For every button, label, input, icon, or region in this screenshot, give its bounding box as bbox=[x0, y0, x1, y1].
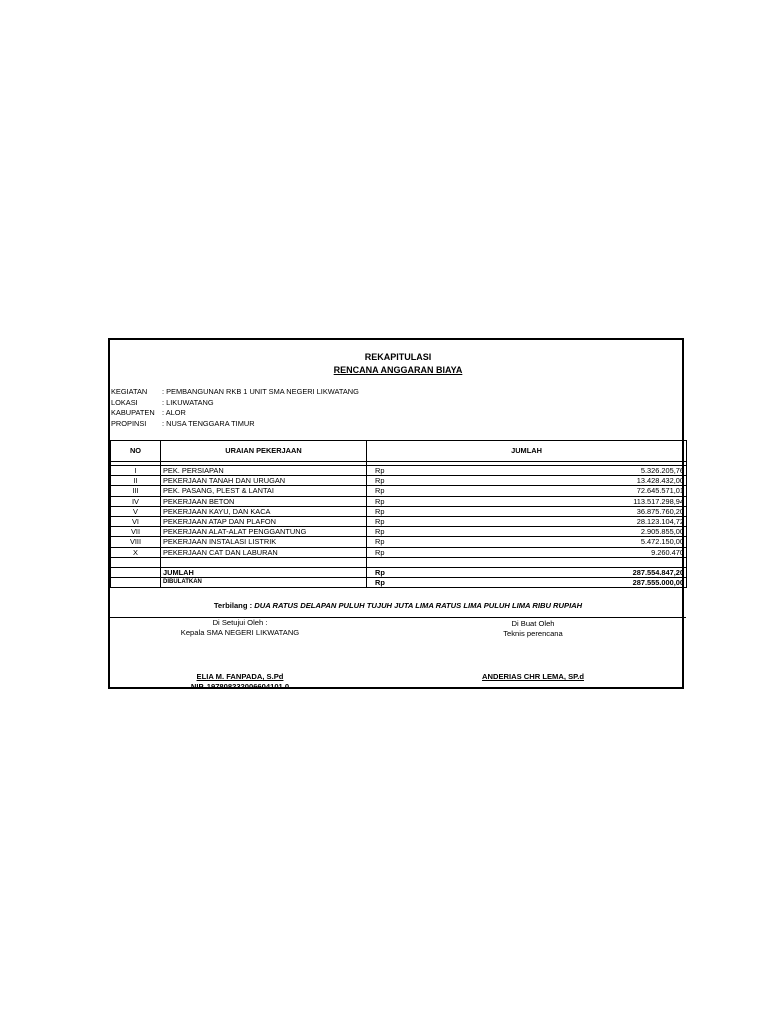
table-row: III PEK. PASANG, PLEST & LANTAI Rp 72.645.571,01 bbox=[111, 486, 687, 496]
sign-left-name: ELIA M. FANPADA, S.Pd bbox=[196, 672, 284, 681]
document-title: REKAPITULASI bbox=[364, 352, 432, 362]
table-row: X PEKERJAAN CAT DAN LABURAN Rp 9.260.470 bbox=[111, 547, 687, 557]
table-row: I PEK. PERSIAPAN Rp 5.326.205,76 bbox=[111, 466, 687, 476]
table-row: V PEKERJAAN KAYU, DAN KACA Rp 36.875.760,20 bbox=[111, 506, 687, 516]
table-row: II PEKERJAAN TANAH DAN URUGAN Rp 13.428.432,00 bbox=[111, 476, 687, 486]
table-row: VIII PEKERJAAN INSTALASI LISTRIK Rp 5.472.150,00 bbox=[111, 537, 687, 547]
table-row: VI PEKERJAAN ATAP DAN PLAFON Rp 28.123.104,72 bbox=[111, 517, 687, 527]
table-row: IV PEKERJAAN BETON Rp 113.517.298,94 bbox=[111, 496, 687, 506]
rounded-row: DIBULATKAN Rp 287.555.000,00 bbox=[111, 578, 687, 588]
sign-right-line2: Teknis perencana bbox=[503, 629, 563, 638]
header-jumlah: JUMLAH bbox=[367, 441, 687, 462]
header-no: NO bbox=[111, 441, 161, 462]
terbilang-line bbox=[110, 601, 686, 610]
total-row: JUMLAH Rp 287.554.847,20 bbox=[111, 567, 687, 577]
rab-recap-sheet: REKAPITULASI RENCANA ANGGARAN BIAYA KEGIATAN : PEMBANGUNAN RKB 1 UNIT SMA NEGERI LIKWATANG LOKASI : LIKUWATANG KABUPATEN : ALOR PROPINSI : NUSA TENGGARA TIMUR NO URAIAN PEKERJAAN JUMLAH I PEK. PERSIAPAN Rp 5.326.205,76 II PEKERJAAN TANAH DAN URUGAN Rp 13.428.432,00 III PEK. PASANG, PLEST & LANTAI Rp 72.645.571,01 IV PEKERJAAN BETON Rp 113.517.298,94 V PEKERJAAN KAYU, DAN KACA Rp 36.875.760,20 VI PEKERJAAN ATAP DAN PLAFON Rp 28.123.104,72 VII PEKERJAAN ALAT-ALAT PENGGANTUNG Rp 2.905.855,00 VIII PEKERJAAN INSTALASI LISTRIK Rp 5.472.150,00 X PEKERJAAN CAT DAN LABURAN Rp 9.260.470 JUMLAH Rp 287.554.847,20 DIBULATKAN Rp 287.555.000,00 Terbilang : DUA RATUS DELAPAN PULUH TUJUH JUTA LIMA RATUS LIMA PULUH LIMA RIBU RUPIAH Di Setujui Oleh : Kepala SMA NEGERI LIKWATANG ELIA M. FANPADA, S.Pd NIP. 197808232006604101 0 Di Buat Oleh Teknis perencana ANDERIAS CHR LEMA, SP.d bbox=[108, 338, 684, 689]
sign-right-name: ANDERIAS CHR LEMA, SP.d bbox=[482, 672, 584, 681]
sign-left-line2: Kepala SMA NEGERI LIKWATANG bbox=[180, 628, 300, 637]
sign-left-nip: NIP. 197808232006604101 0 bbox=[190, 682, 290, 691]
table-header bbox=[111, 441, 687, 462]
sign-right-line1: Di Buat Oleh bbox=[511, 619, 555, 628]
sign-left-line1: Di Setujui Oleh : bbox=[212, 618, 268, 627]
document-subtitle: RENCANA ANGGARAN BIAYA bbox=[333, 365, 463, 375]
header-uraian: URAIAN PEKERJAAN bbox=[161, 441, 367, 462]
cost-table bbox=[110, 440, 687, 588]
table-row: VII PEKERJAAN ALAT-ALAT PENGGANTUNG Rp 2.905.855,00 bbox=[111, 527, 687, 537]
terbilang-label: Terbilang : bbox=[213, 601, 253, 610]
terbilang-text: DUA RATUS DELAPAN PULUH TUJUH JUTA LIMA RATUS LIMA PULUH LIMA RIBU RUPIAH bbox=[254, 601, 583, 610]
table-row-empty bbox=[111, 557, 687, 567]
